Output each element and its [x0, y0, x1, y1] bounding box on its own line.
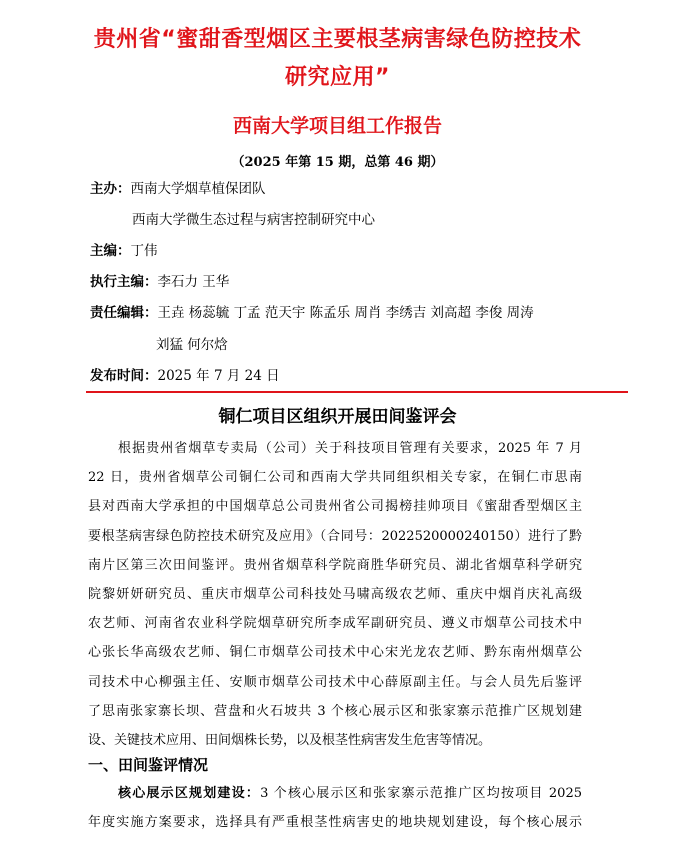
exec-editor-row [90, 273, 229, 291]
publish-date-label: 发布时间： [90, 368, 158, 384]
paragraph-1-line: 南片区第三次田间鉴评。贵州省烟草科学院商胜华研究员、湖北省烟草科学研究 [88, 557, 582, 573]
sponsor-2: 西南大学微生态过程与病害控制研究中心 [132, 212, 375, 228]
report-subtitle: 西南大学项目组工作报告 [232, 115, 442, 137]
article-title: 铜仁项目区组织开展田间鉴评会 [218, 407, 457, 427]
issue-number: （2025 年第 15 期，总第 46 期） [231, 155, 444, 170]
sponsor-row [90, 180, 266, 198]
report-title-line-2: 研究应用” [285, 65, 390, 90]
paragraph-1-line: 根据贵州省烟草专卖局（公司）关于科技项目管理有关要求，2025 年 7 月 [118, 441, 582, 456]
paragraph-2-line-1 [118, 785, 582, 803]
paragraph-2-lead: 核心展示区规划建设： [118, 786, 261, 801]
section-heading-field-review: 一、田间鉴评情况 [88, 756, 209, 774]
paragraph-2-line-1-text: 3 个核心展示区和张家寨示范推广区均按项目 2025 [260, 786, 582, 801]
responsible-editor-names-1: 王垚 杨蕊毓 丁孟 范天宇 陈孟乐 周肖 李绣吉 刘高超 李俊 周涛 [157, 305, 534, 321]
editor-name: 丁伟 [130, 243, 158, 259]
paragraph-2-line-2: 年度实施方案要求，选择具有严重根茎性病害史的地块规划建设，每个核心展示 [88, 815, 582, 830]
responsible-editor-names-2: 刘猛 何尔焓 [156, 337, 228, 353]
publish-date: 2025 年 7 月 24 日 [157, 368, 280, 384]
editor-label: 主编： [90, 243, 131, 259]
paragraph-1-line: 县对西南大学承担的中国烟草总公司贵州省公司揭榜挂帅项目《蜜甜香型烟区主 [88, 499, 582, 515]
sponsor-1: 西南大学烟草植保团队 [130, 181, 266, 197]
paragraph-1-line: 要根茎病害绿色防控技术研究及应用》（合同号：2022520000240150）进行了黔 [88, 528, 582, 544]
sponsor-label: 主办： [90, 181, 131, 197]
report-title-line-1: 贵州省“蜜甜香型烟区主要根茎病害绿色防控技术 [93, 27, 582, 52]
red-divider [86, 391, 628, 393]
paragraph-1-line: 22 日，贵州省烟草公司铜仁公司和西南大学共同组织相关专家，在铜仁市思南 [88, 470, 582, 486]
responsible-editor-label: 责任编辑： [90, 305, 158, 321]
editor-row [90, 242, 158, 260]
exec-editor-names: 李石力 王华 [157, 274, 230, 290]
paragraph-1-line: 院黎妍妍研究员、重庆市烟草公司科技处马啸高级农艺师、重庆中烟肖庆礼高级 [88, 587, 582, 602]
responsible-editor-row [90, 304, 534, 322]
paragraph-1-line: 了思南张家寨长坝、营盘和火石坡共 3 个核心展示区和张家寨示范推广区规划建 [88, 703, 582, 719]
exec-editor-label: 执行主编： [90, 274, 158, 290]
paragraph-1-line: 农艺师、河南省农业科学院烟草研究所李成军副研究员、遵义市烟草公司技术中 [88, 616, 582, 632]
publish-date-row [90, 367, 280, 385]
paragraph-1-line: 心张长华高级农艺师、铜仁市烟草公司技术中心宋光龙农艺师、黔东南州烟草公 [88, 645, 582, 661]
paragraph-1-line: 设、关键技术应用、田间烟株长势，以及根茎性病害发生危害等情况。 [88, 733, 492, 748]
paragraph-1-line: 司技术中心柳强主任、安顺市烟草公司技术中心薛原副主任。与会人员先后鉴评 [88, 674, 582, 690]
